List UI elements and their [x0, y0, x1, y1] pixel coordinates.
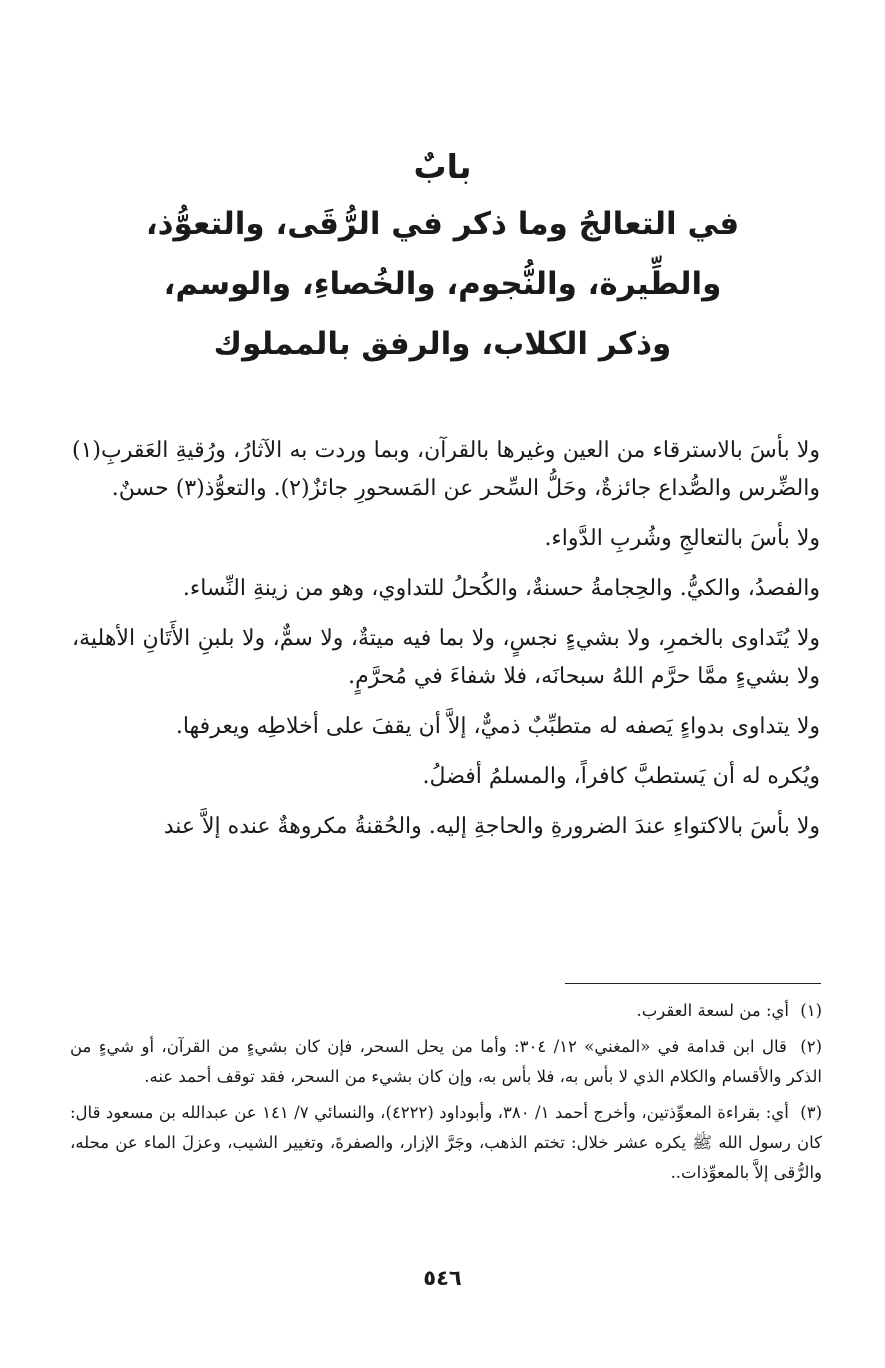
footnote-text: أي: من لسعة العقرب. — [636, 1001, 789, 1020]
footnote — [70, 1098, 822, 1188]
page-number: ٥٤٦ — [423, 1266, 462, 1290]
main-text — [72, 432, 820, 858]
chapter-title-line-2: والطِّيرة، والنُّجوم، والخُصاءِ، والوسم، — [163, 266, 722, 302]
footnotes — [70, 996, 822, 1194]
footnote-number: (٣) — [800, 1103, 823, 1122]
chapter-title-line-3: وذكر الكلاب، والرفق بالمملوك — [213, 326, 672, 362]
footnote-text: أي: بقراءة المعوِّذتين، وأخرج أحمد ١/ ٣٨٠، وأبوداود (٤٢٢٢)، والنسائي ٧/ ١٤١ عن عبدالله بن مسعود قال: كان رسول الله ﷺ يكره عشر خلال: تختم الذهب، وجَرَّ الإزار، والصفرةَ، وتغيير الشيب، وعزلَ الماء عن محله، والرُّقى إلاَّ بالمعوِّذات.. — [70, 1103, 822, 1182]
chapter-heading — [120, 140, 765, 374]
footnote — [70, 1032, 822, 1092]
paragraph-ruqya: ولا بأسَ بالاسترقاء من العين وغيرها بالقرآن، وبما وردت به الآثارُ، ورُقيةِ العَقربِ(١) والضِّرس والصُّداع جائزةٌ، وحَلُّ السِّحر عن المَسحورِ جائزٌ(٢). والتعوُّذ(٣) حسنٌ. — [72, 438, 820, 501]
footnote-text: قال ابن قدامة في «المغني» ١٢/ ٣٠٤: وأما من يحل السحر، فإن كان بشيءٍ من القرآن، أو شيءٍ من الذكر والأقسام والكلام الذي لا بأس به، فلا بأس به، وإن كان بشيء من السحر، فقد توقف أحمد عنه. — [70, 1037, 822, 1086]
footnote — [70, 996, 822, 1026]
footnote-number: (٢) — [800, 1037, 823, 1056]
paragraph-cupping: والفصدُ، والكيُّ. والحِجامةُ حسنةٌ، والكُحلُ للتداوي، وهو من زينةِ النِّساء. — [182, 576, 820, 601]
paragraph-non-muslim-physician: ويُكره له أن يَستطبَّ كافراً، والمسلمُ أفضلُ. — [422, 764, 820, 789]
paragraph-dhimmi-physician: ولا يتداوى بدواءٍ يَصفه له متطبِّبٌ ذميٌّ، إلاَّ أن يقفَ على أخلاطِه ويعرفها. — [175, 714, 820, 739]
chapter-title-line-1: في التعالجُ وما ذكر في الرُّقَى، والتعوُّذ، — [145, 206, 740, 242]
paragraph-forbidden-remedies: ولا يُتَداوى بالخمرِ، ولا بشيءٍ نجسٍ، ولا بما فيه ميتةٌ، ولا سمٌّ، ولا بلبنِ الأَتَانِ الأهلية، ولا بشيءٍ ممَّا حرَّم اللهُ سبحانَه، فلا شفاءَ في مُحرَّمٍ. — [72, 626, 820, 689]
footnote-number: (١) — [800, 1001, 822, 1020]
chapter-label: بابٌ — [413, 147, 472, 186]
footnote-divider — [565, 983, 821, 984]
paragraph-medicine: ولا بأسَ بالتعالجِ وشُربِ الدَّواء. — [544, 526, 820, 551]
paragraph-cauterization: ولا بأسَ بالاكتواءِ عندَ الضرورةِ والحاجةِ إليه. والحُقنةُ مكروهةٌ عنده إلاَّ عند — [163, 814, 820, 839]
